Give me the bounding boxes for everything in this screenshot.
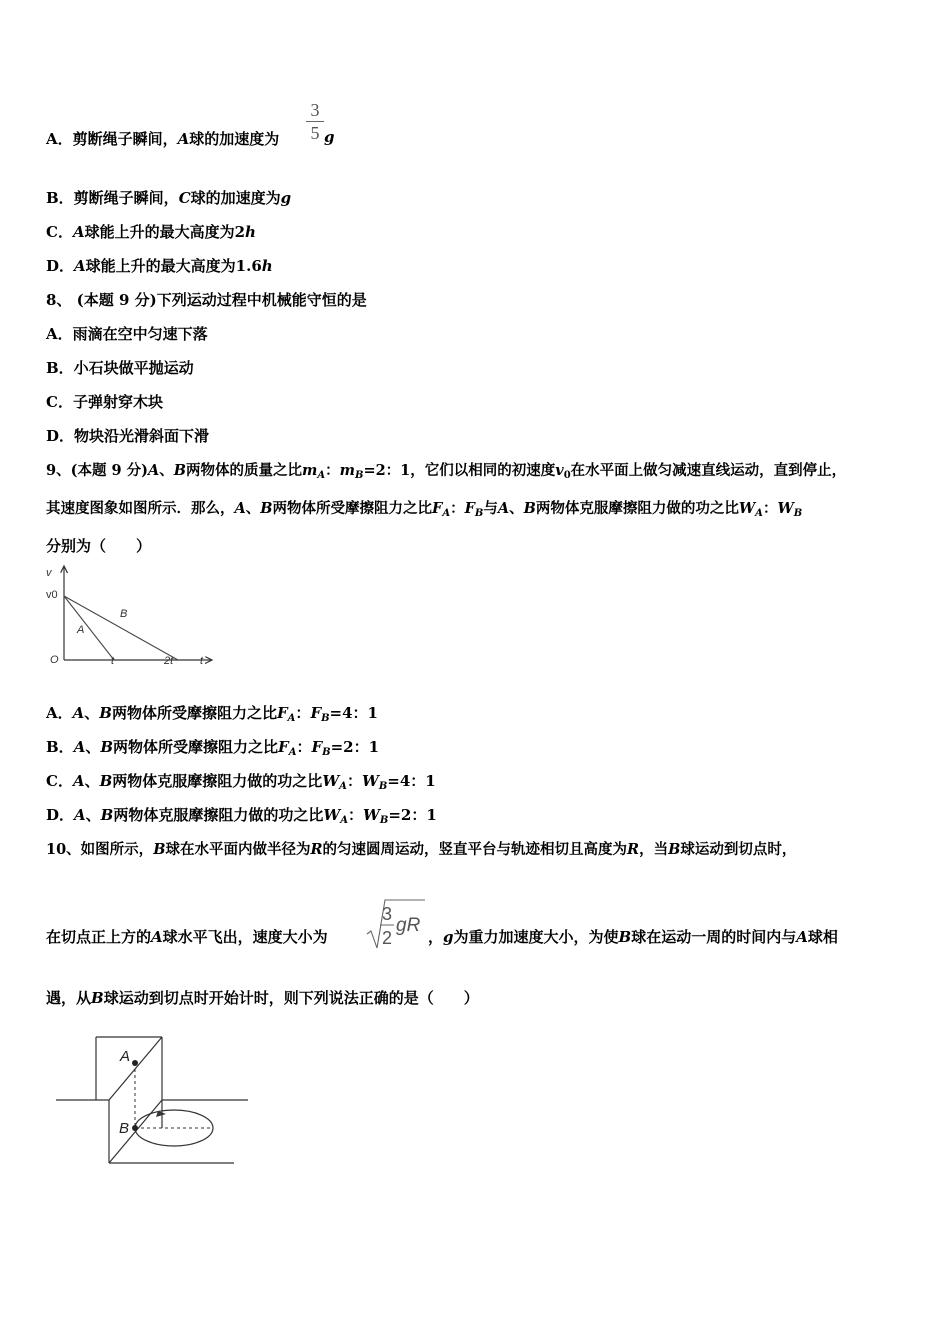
label-b: B	[120, 608, 128, 620]
q9-option-c: C．A、B两物体克服摩擦阻力做的功之比$W_A$：$W_B=4$：1	[46, 772, 436, 792]
label-v0: v0	[46, 589, 58, 601]
q9-option-d: D．A、B两物体克服摩擦阻力做的功之比$W_A$：$W_B=2$：1	[46, 806, 437, 826]
sqrt-formula	[365, 896, 427, 952]
q10-stem-line2-start: 在切点正上方的A球水平飞出，速度大小为	[46, 928, 328, 946]
q7-option-a: A．剪断绳子瞬间，A球的加速度为	[46, 130, 280, 148]
ball-b	[132, 1125, 138, 1131]
sqrt-denominator: 2	[382, 928, 393, 948]
q9-velocity-time-graph	[40, 560, 220, 672]
q7-option-a-g: g	[324, 128, 335, 146]
q9-stem-line3: 分别为（ ）	[46, 537, 152, 555]
q8-stem: 8、 (本题 9 分)下列运动过程中机械能守恒的是	[46, 291, 367, 309]
fraction-three-fifths: 3 5	[306, 100, 324, 143]
q8-option-d: D．物块沿光滑斜面下滑	[46, 427, 210, 445]
label-t-axis: t	[200, 655, 204, 667]
label-origin: O	[50, 654, 59, 666]
q9-stem-line1: 9、(本题 9 分)A、B两物体的质量之比$m_A$：$m_B=2$：1，它们以相同的初速度$v_0$在水平面上做匀减速直线运动，直到停止，	[46, 462, 847, 481]
q10-platform-figure	[52, 1030, 252, 1170]
q9-option-a: A．A、B两物体所受摩擦阻力之比$F_A$：$F_B=4$：1	[46, 704, 378, 724]
q8-option-a: A．雨滴在空中匀速下落	[46, 325, 208, 343]
q8-option-b: B．小石块做平抛运动	[46, 359, 194, 377]
q10-stem-line2-end: ，g为重力加速度大小，为使B球在运动一周的时间内与A球相	[428, 928, 838, 946]
label-v: v	[46, 567, 52, 579]
q7-option-c: C．A球能上升的最大高度为2h	[46, 223, 256, 241]
ball-a	[132, 1060, 138, 1066]
label-ball-a: A	[120, 1048, 131, 1065]
q9-option-b: B．A、B两物体所受摩擦阻力之比$F_A$：$F_B=2$：1	[46, 738, 380, 758]
sqrt-numerator: 3	[382, 904, 393, 924]
q10-stem-line1: 10、如图所示，B球在水平面内做半径为R的匀速圆周运动，竖直平台与轨迹相切且高度为R，当B球运动到切点时，	[46, 841, 797, 858]
q7-option-b: B．剪断绳子瞬间，C球的加速度为g	[46, 189, 292, 207]
q8-option-c: C．子弹射穿木块	[46, 393, 163, 411]
label-ball-b: B	[119, 1120, 130, 1137]
label-2t: 2t	[164, 655, 174, 667]
label-a: A	[77, 624, 85, 636]
line-a	[64, 596, 114, 660]
sqrt-gR: gR	[396, 915, 421, 936]
q9-stem-line2: 其速度图象如图所示．那么，A、B两物体所受摩擦阻力之比$F_A$：$F_B$与A、B两物体克服摩擦阻力做的功之比$W_A$：$W_B$	[46, 500, 803, 519]
q10-stem-line3: 遇，从B球运动到切点时开始计时，则下列说法正确的是（ ）	[46, 989, 479, 1007]
platform-diagonal-top	[109, 1037, 162, 1100]
q7-option-d: D．A球能上升的最大高度为1.6h	[46, 257, 273, 275]
label-t: t	[111, 655, 115, 667]
